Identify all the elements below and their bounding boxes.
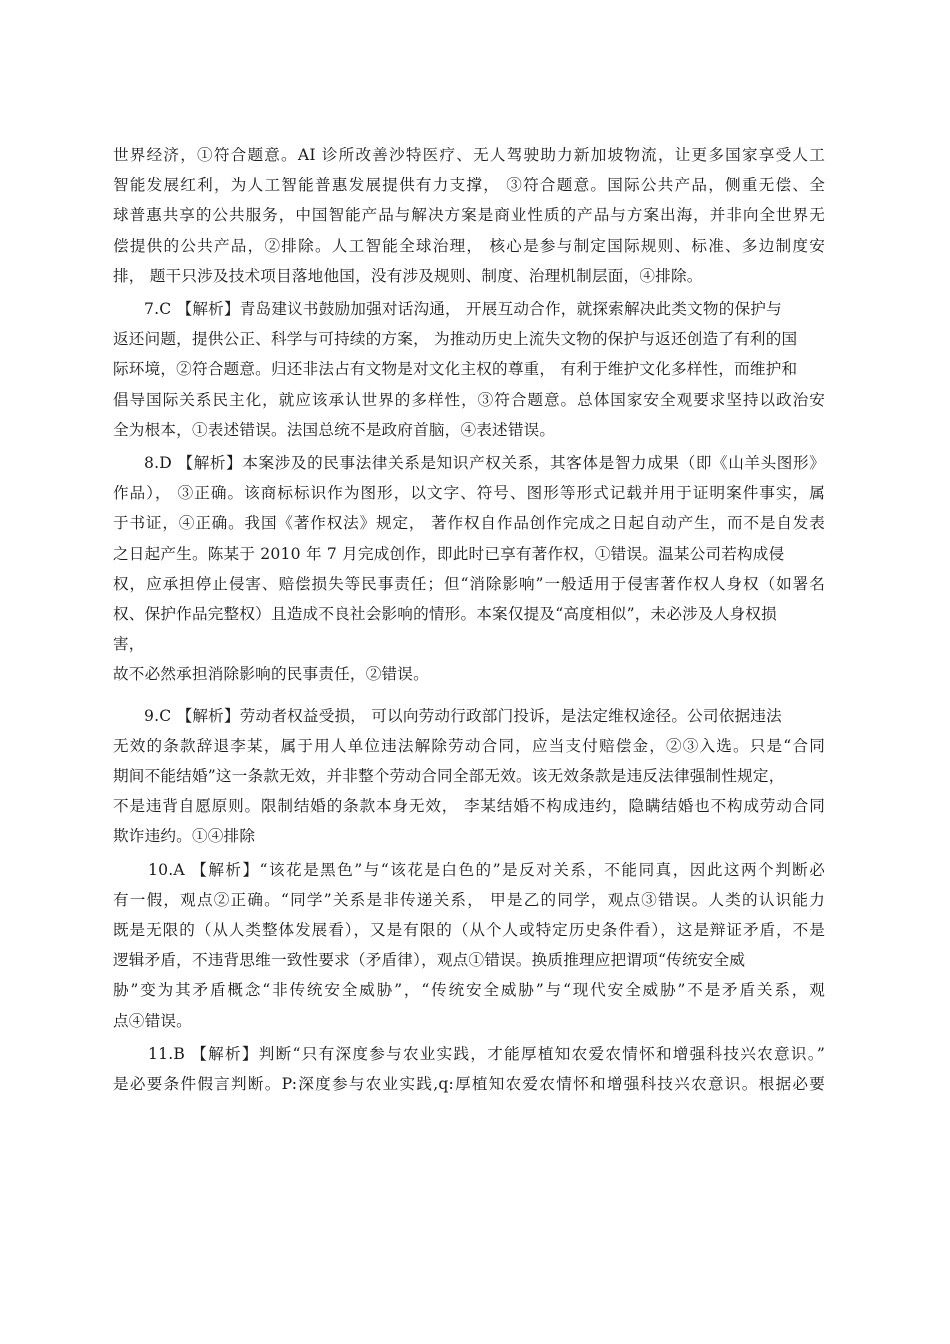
text-line: 点④错误。 (113, 1011, 192, 1030)
text-line: 9.C 【解析】劳动者权益受损， 可以向劳动行政部门投诉，是法定维权途径。公司依据违法 (144, 706, 782, 725)
text-line: 既是无限的（从人类整体发展看），又是有限的（从个人或特定历史条件看），这是辩证矛盾，不是 (113, 921, 825, 940)
text-line: 倡导国际关系民主化，就应该承认世界的多样性，③符合题意。总体国家安全观要求坚持以政治安 (113, 390, 825, 409)
text-line: 期间不能结婚”这一条款无效，并非整个劳动合同全部无效。该无效条款是违反法律强制性规定， (113, 767, 785, 786)
answer-10-explanation (113, 855, 825, 1036)
text-line: 权，应承担停止侵害、赔偿损失等民事责任；但“消除影响”一般适用于侵害著作权人身权（如署名 (113, 574, 825, 593)
text-line: 故不必然承担消除影响的民事责任，②错误。 (113, 665, 429, 684)
text-line: 胁”变为其矛盾概念“非传统安全威胁”，“传统安全威胁”与“现代安全威胁”不是矛盾关系，观 (113, 981, 825, 1000)
text-line: 权、保护作品完整权）且造成不良社会影响的情形。本案仅提及“高度相似”，未必涉及人身权损 (113, 605, 777, 624)
paragraph-6-continuation (113, 140, 825, 291)
text-line: 11.B 【解析】判断“只有深度参与农业实践，才能厚植知农爱农情怀和增强科技兴农意识。” (148, 1044, 825, 1063)
answer-8-explanation (113, 448, 825, 690)
document-body (113, 140, 825, 1102)
text-line: 世界经济，①符合题意。AI 诊所改善沙特医疗、无人驾驶助力新加坡物流，让更多国家享受人工 (113, 146, 825, 164)
text-line: 有一假，观点②正确。“同学”关系是非传递关系， 甲是乙的同学，观点③错误。人类的认识能力 (113, 890, 825, 909)
text-line: 返还问题，提供公正、科学与可持续的方案， 为推动历史上流失文物的保护与返还创造了有利的国 (113, 330, 798, 349)
text-line: 不是违背自愿原则。限制结婚的条款本身无效， 李某结婚不构成违约，隐瞒结婚也不构成劳动合同 (113, 797, 825, 816)
text-line: 10.A 【解析】“该花是黑色”与“该花是白色的”是反对关系，不能同真，因此这两个判断必 (148, 860, 825, 879)
answer-9-explanation (113, 701, 825, 852)
text-line: 球普惠共享的公共服务，中国智能产品与解决方案是商业性质的产品与方案出海，并非向全世界无 (113, 206, 825, 225)
text-line: 全为根本，①表述错误。法国总统不是政府首脑，④表述错误。 (113, 420, 556, 439)
text-line: 欺诈违约。①④排除 (113, 827, 256, 846)
paragraph-gap (113, 693, 825, 701)
text-line: 际环境，②符合题意。归还非法占有文物是对文化主权的尊重， 有利于维护文化多样性，而维护和 (113, 360, 798, 379)
text-line: 之日起产生。陈某于 2010 年 7 月完成创作，即此时已享有著作权，①错误。温某公司若构成侵 (113, 544, 785, 563)
text-line: 偿提供的公共产品，②排除。人工智能全球治理， 核心是参与制定国际规则、标准、多边制度安 (113, 236, 825, 255)
text-line: 害， (113, 635, 145, 654)
text-line: 无效的条款辞退李某，属于用人单位违法解除劳动合同，应当支付赔偿金，②③入选。只是“合同 (113, 736, 825, 755)
text-line: 8.D 【解析】本案涉及的民事法律关系是知识产权关系，其客体是智力成果（即《山羊头图形》 (144, 454, 825, 473)
text-line: 排， 题干只涉及技术项目落地他国，没有涉及规则、制度、治理机制层面，④排除。 (113, 266, 703, 285)
text-line: 于书证，④正确。我国《著作权法》规定， 著作权自作品创作完成之日起自动产生，而不是自发表 (113, 514, 825, 533)
text-line: 逻辑矛盾，不违背思维一致性要求（矛盾律），观点①错误。换质推理应把谓项“传统安全威 (113, 951, 746, 970)
answer-11-explanation (113, 1039, 825, 1099)
text-line: 是必要条件假言判断。P:深度参与农业实践,q:厚植知农爱农情怀和增强科技兴农意识。根据必要 (113, 1075, 825, 1094)
text-line: 作品）， ③正确。该商标标识作为图形，以文字、符号、图形等形式记载并用于证明案件事实，属 (113, 484, 825, 503)
answer-7-explanation (113, 294, 825, 445)
text-line: 7.C 【解析】青岛建议书鼓励加强对话沟通， 开展互动合作，就探索解决此类文物的保护与 (144, 300, 782, 319)
text-line: 智能发展红利，为人工智能普惠发展提供有力支撑， ③符合题意。国际公共产品，侧重无偿、全 (113, 176, 825, 195)
